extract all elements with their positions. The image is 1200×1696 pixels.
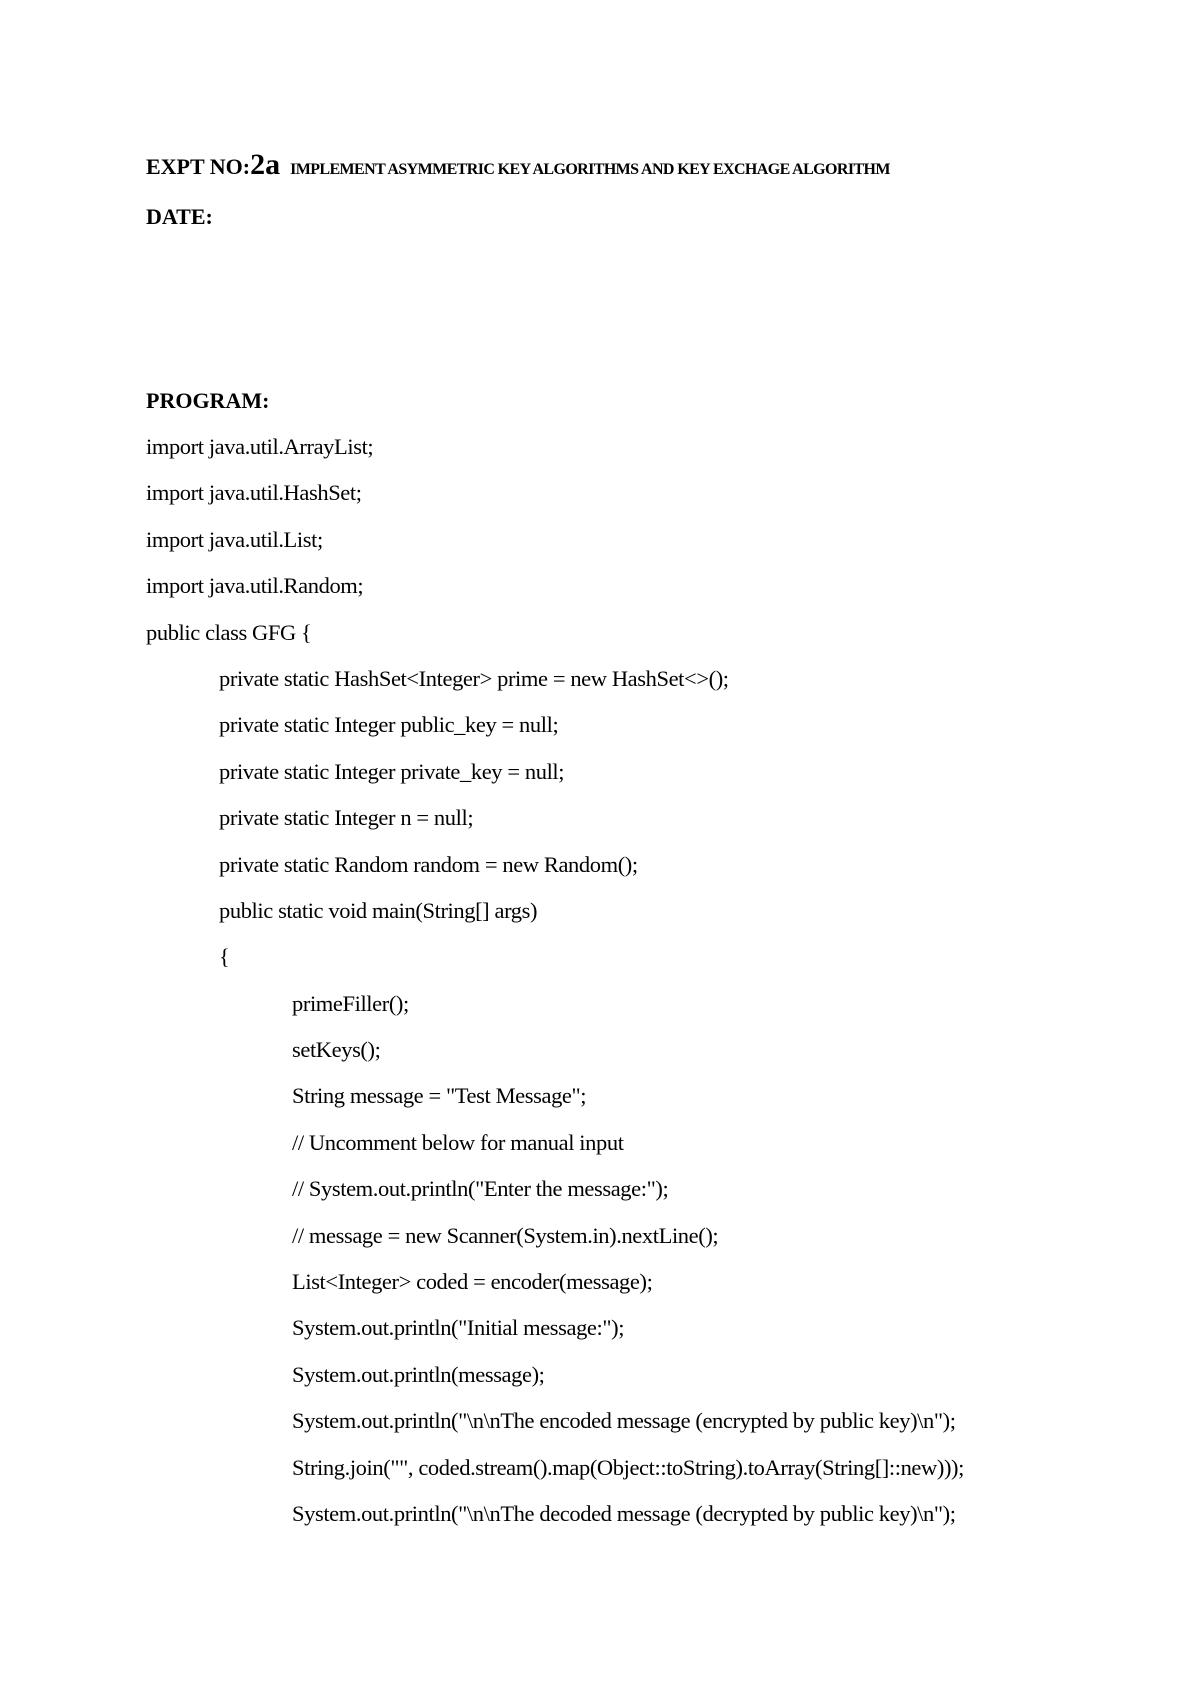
code-line: private static Integer n = null; xyxy=(219,805,474,831)
code-line: import java.util.ArrayList; xyxy=(146,434,374,459)
code-line: System.out.println("\n\nThe encoded message (encrypted by public key)\n"); xyxy=(292,1408,956,1434)
code-line: private static Integer private_key = null; xyxy=(219,758,565,784)
code-line: private static Integer public_key = null; xyxy=(219,712,559,738)
code-line: // Uncomment below for manual input xyxy=(292,1129,624,1155)
code-line: public static void main(String[] args) xyxy=(219,897,538,923)
code-line: public class GFG { xyxy=(146,619,312,645)
experiment-title: IMPLEMENT ASYMMETRIC KEY ALGORITHMS AND KEY EXCHAGE ALGORITHM xyxy=(290,161,890,178)
code-line: import java.util.List; xyxy=(146,526,323,552)
code-line: System.out.println("Initial message:"); xyxy=(292,1315,625,1341)
date-label: DATE: xyxy=(146,204,213,229)
code-line: String message = "Test Message"; xyxy=(292,1083,587,1109)
code-line: import java.util.HashSet; xyxy=(146,480,362,506)
code-line: String.join("", coded.stream().map(Object::toString).toArray(String[]::new))); xyxy=(292,1454,964,1480)
experiment-header xyxy=(146,148,890,182)
code-line: primeFiller(); xyxy=(292,990,409,1016)
code-line: List<Integer> coded = encoder(message); xyxy=(292,1269,653,1295)
program-code-block xyxy=(146,433,1166,1546)
code-line: System.out.println(message); xyxy=(292,1361,545,1387)
experiment-number: 2a xyxy=(250,148,281,181)
code-line: // System.out.println("Enter the message:"); xyxy=(292,1176,669,1202)
code-line: private static HashSet<Integer> prime = new HashSet<>(); xyxy=(219,665,729,691)
code-line: private static Random random = new Random(); xyxy=(219,851,638,877)
code-line: setKeys(); xyxy=(292,1037,381,1063)
program-heading: PROGRAM: xyxy=(146,388,270,413)
experiment-number-label: EXPT NO: xyxy=(146,154,251,179)
code-line: System.out.println("\n\nThe decoded message (decrypted by public key)\n"); xyxy=(292,1500,956,1526)
code-line: // message = new Scanner(System.in).nextLine(); xyxy=(292,1222,719,1248)
code-line: { xyxy=(219,944,230,970)
code-line: import java.util.Random; xyxy=(146,573,364,599)
